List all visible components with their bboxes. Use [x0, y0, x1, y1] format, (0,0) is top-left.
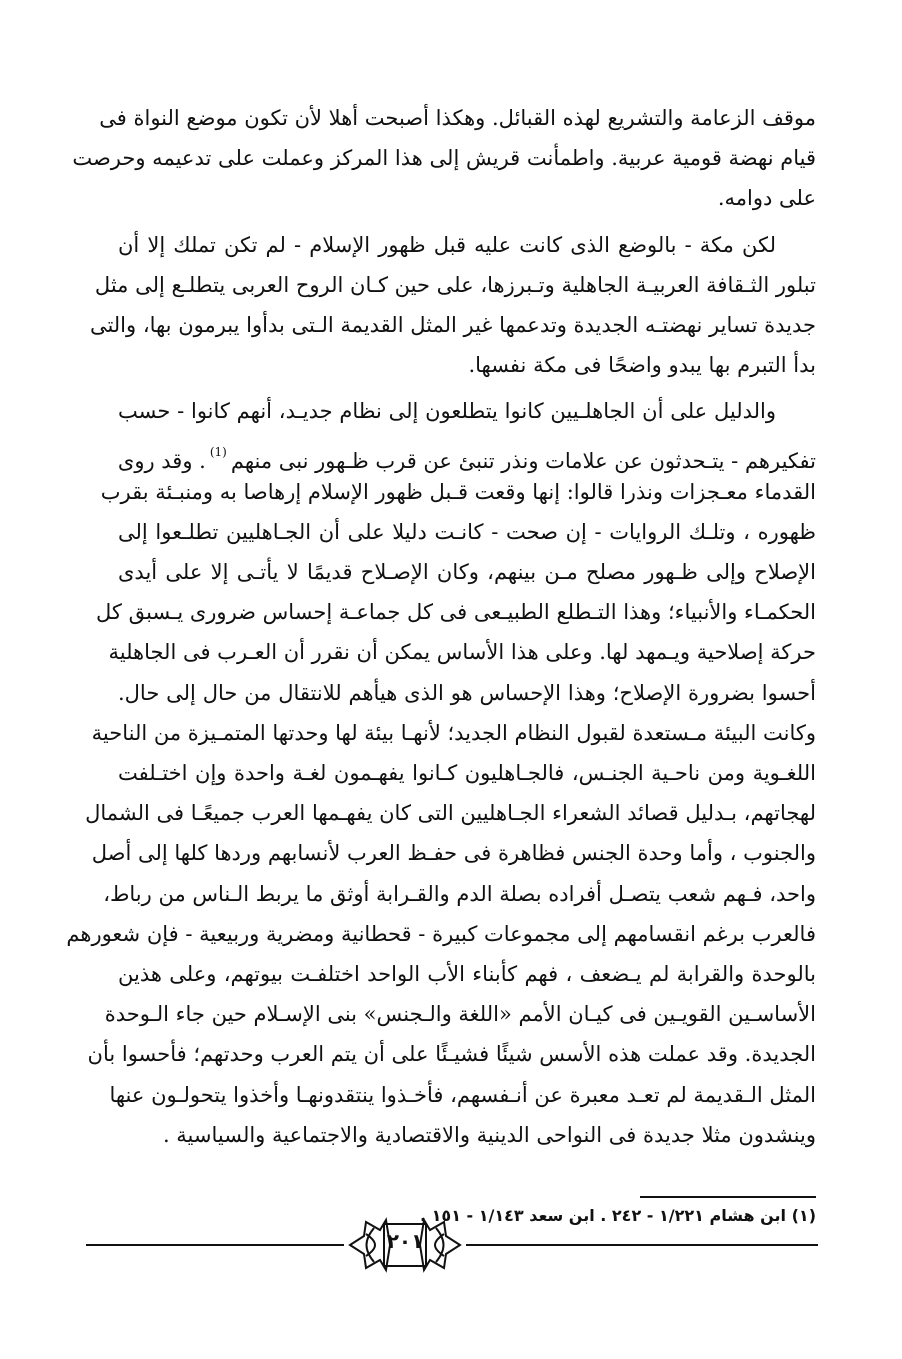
text-line: الأساسـين القويـين فى كيـان الأمم «اللغة والـجنس» بنى الإسـلام حين جاء الـوحدة: [104, 1002, 816, 1027]
text-line: بالوحدة والقرابة لم يـضعف ، فهم كأبناء الأب الواحد اختلفـت بيوتهم، وعلى هذين: [118, 961, 816, 986]
text-line-with-footnote: [118, 432, 816, 472]
paragraph-2: [89, 225, 816, 386]
footnote: (١) ابن هشام ١/٢٢١ - ٢٤٢ . ابن سعد ١/١٤٣ - ١٥١ .: [420, 1206, 816, 1225]
text-segment: . وقد روى: [117, 448, 206, 473]
text-line: والدليل على أن الجاهلـيين كانوا يتطلعون إلى نظام جديـد، أنهم كانوا - حسب: [118, 399, 776, 424]
text-line: تبلور الثـقافة العربيـة الجاهلية وتـبرزها، على حين كـان الروح العربى يتطلـع إلى مثل: [94, 272, 816, 297]
text-line: وينشدون مثلا جديدة فى النواحى الدينية والاقتصادية والاجتماعية والسياسية .: [162, 1122, 816, 1147]
text-line: حركة إصلاحية ويـمهد لها. وعلى هذا الأساس يمكن أن نقرر أن العـرب فى الجاهلية: [108, 640, 816, 665]
footnote-separator: [640, 1196, 816, 1198]
paragraph-3: [66, 391, 816, 1155]
text-line: موقف الزعامة والتشريع لهذه القبائل. وهكذا أصبحت أهلا لأن تكون موضع النواة فى: [99, 106, 816, 130]
footer-rule-right: [466, 1244, 818, 1246]
text-segment: تفكيرهم - يتـحدثون عن علامات ونذر تنبئ عن قرب ظـهور نبى منهم: [230, 448, 816, 473]
text-line: ظهوره ، وتلـك الروايات - إن صحت - كانـت دليلا على أن الجـاهليين تطلـعوا إلى: [118, 519, 816, 544]
text-line: الحكمـاء والأنبياء؛ وهذا التـطلع الطبيـعى فى كل جماعـة إحساس ضرورى يـسبق كل: [96, 600, 816, 625]
text-line: والجنوب ، وأما وحدة الجنس فظاهرة فى حفـظ العرب لأنسابهم وردها كلها إلى أصل: [91, 841, 816, 866]
text-line: أحسوا بضرورة الإصلاح؛ وهذا الإحساس هو الذى هيأهم للانتقال من حال إلى حال.: [118, 680, 816, 705]
paragraph-1: [72, 98, 816, 219]
footnote-reference[interactable]: (1): [209, 444, 227, 459]
text-line: على دوامه.: [717, 186, 816, 211]
text-line: فالعرب برغم انقسامهم إلى مجموعات كبيرة - قحطانية ومضرية وربيعية - فإن شعورهم: [66, 921, 816, 946]
footer-rule-left: [86, 1244, 344, 1246]
text-line: لكن مكة - بالوضع الذى كانت عليه قبل ظهور الإسلام - لم تكن تملك إلا أن: [118, 232, 776, 257]
text-line: بدأ التبرم بها يبدو واضحًا فى مكة نفسها.: [468, 353, 816, 378]
text-line: المثل الـقديمة لم تعـد معبرة عن أنـفسهم، فأخـذوا ينتقدونهـا وأخذوا يتحولـون عنها: [109, 1082, 816, 1107]
text-line: واحد، فـهم شعب يتصـل أفراده بصلة الدم والقـرابة أوثق ما يربط الـناس من رباط،: [103, 881, 816, 906]
text-line: الجديدة. وقد عملت هذه الأسس شيئًا فشيـئًا على أن يتم العرب وحدتهم؛ فأحسوا بأن: [87, 1042, 816, 1067]
page-number: ٢٠١: [386, 1229, 424, 1253]
text-line: الإصلاح وإلى ظـهور مصلح مـن بينهم، وكان الإصـلاح قديمًا لا يأتـى إلا على أيدى: [118, 560, 816, 585]
text-line: وكانت البيئة مـستعدة لقبول النظام الجديد؛ لأنهـا بيئة لها وحدتها المتمـيزة من الناحية: [91, 720, 816, 745]
text-line: اللغـوية ومن ناحـية الجنـس، فالجـاهليون كـانوا يفهـمون لغـة واحدة وإن اختـلفت: [118, 761, 816, 785]
text-line: لهجاتهم، بـدليل قصائد الشعراء الجـاهليين التى كان يفهـمها العرب جميعًـا فى الشمال: [85, 801, 816, 826]
body-text: [66, 98, 816, 1155]
text-line: قيام نهضة قومية عربية. واطمأنت قريش إلى هذا المركز وعملت على تدعيمه وحرصت: [72, 146, 816, 171]
text-line: القدماء معـجزات ونذرا قالوا: إنها وقعت قـبل ظهور الإسلام إرهاصا به ومنبـئة بقرب: [100, 479, 816, 504]
text-line: جديدة تساير نهضتـه الجديدة وتدعمها غير المثل القديمة الـتى بدأوا يبرمون بها، والتى: [89, 312, 816, 337]
